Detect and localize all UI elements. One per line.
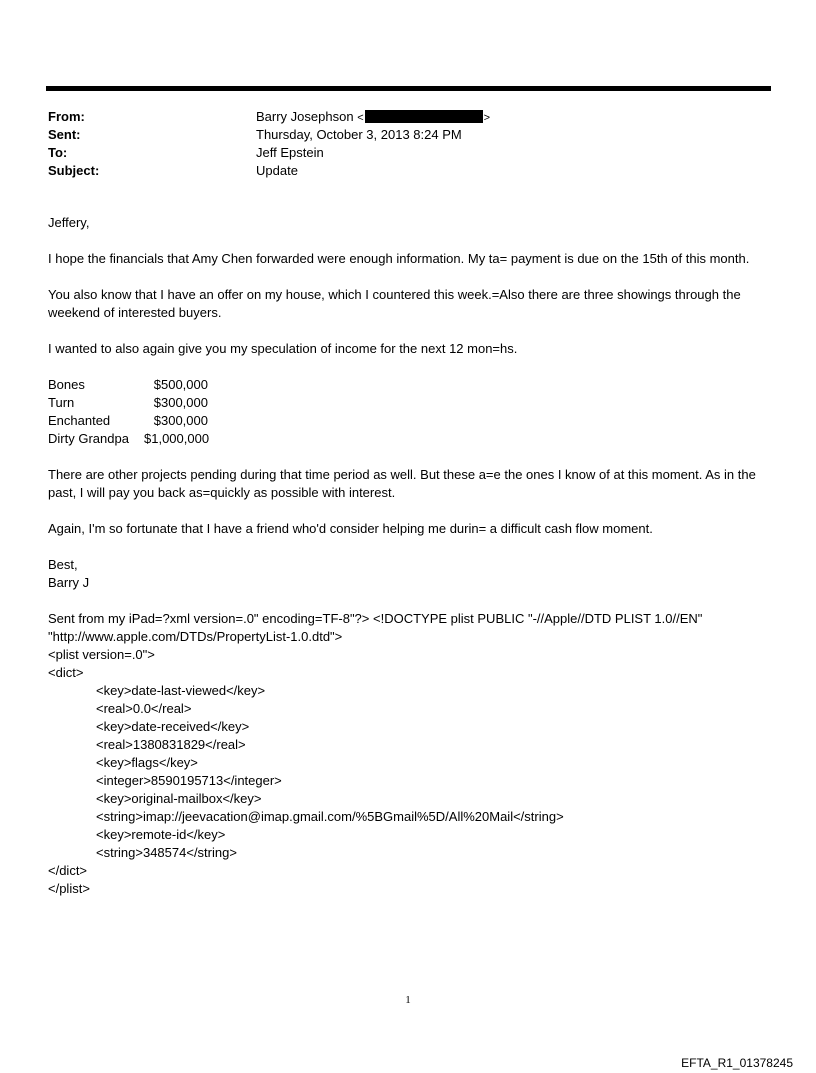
plist-close: </plist> — [48, 881, 90, 896]
from-name: Barry Josephson — [256, 109, 354, 124]
list-item — [48, 376, 773, 394]
dict-open: <dict> — [48, 665, 84, 680]
list-item — [48, 394, 773, 412]
to-value: Jeff Epstein — [256, 145, 324, 160]
paragraph: You also know that I have an offer on my house, which I countered this week.=Also there are three showings through the weekend of interested buyers. — [48, 287, 741, 320]
plist-line: <key>remote-id</key> — [96, 827, 226, 842]
project-amount: $500,000 — [153, 377, 208, 392]
from-label: From: — [48, 109, 85, 124]
page-number: 1 — [405, 994, 411, 1006]
plist-line: <string>348574</string> — [96, 845, 237, 860]
redaction-block — [365, 110, 483, 123]
plist-open: <plist version=.0"> — [48, 647, 155, 662]
sent-value: Thursday, October 3, 2013 8:24 PM — [256, 127, 462, 142]
plist-line: <key>date-last-viewed</key> — [96, 683, 266, 698]
paragraph: I hope the financials that Amy Chen forwarded were enough information. My ta= payment is due on the 15th of this month. — [48, 251, 750, 266]
plist-line: <key>original-mailbox</key> — [96, 791, 262, 806]
plist-line: <real>0.0</real> — [96, 701, 192, 716]
to-label: To: — [48, 145, 68, 160]
project-amount: $300,000 — [153, 413, 208, 428]
subject-value: Update — [256, 163, 298, 178]
project-amount: $300,000 — [153, 395, 208, 410]
email-body — [48, 214, 773, 898]
plist-line: <key>flags</key> — [96, 755, 198, 770]
plist-line: <string>imap://jeevacation@imap.gmail.com/%5BGmail%5D/All%20Mail</string> — [96, 809, 564, 824]
sent-from-line: Sent from my iPad=?xml version=.0" encoding=TF-8"?> <!DOCTYPE plist PUBLIC "-//Apple//DTD PLIST 1.0//EN" "http://www.apple.com/DTDs/PropertyList-1.0.dtd"> — [48, 611, 703, 644]
income-list — [48, 376, 773, 448]
from-bracket-close: > — [483, 112, 491, 124]
project-amount: $1,000,000 — [144, 431, 210, 446]
project-name: Enchanted — [48, 413, 111, 428]
list-item — [48, 412, 773, 430]
sent-label: Sent: — [48, 127, 81, 142]
header-rule — [46, 86, 771, 91]
dict-close: </dict> — [48, 863, 88, 878]
paragraph: There are other projects pending during that time period as well. But these a=e the ones I know of at this moment. As in the past, I will pay you back as=quickly as possible with interest. — [48, 467, 756, 500]
document-id: EFTA_R1_01378245 — [681, 1056, 793, 1070]
project-name: Bones — [48, 377, 85, 392]
subject-label: Subject: — [48, 163, 100, 178]
signature: Barry J — [48, 575, 90, 590]
paragraph: Again, I'm so fortunate that I have a friend who'd consider helping me durin= a difficult cash flow moment. — [48, 521, 653, 536]
greeting: Jeffery, — [48, 215, 90, 230]
from-bracket-open: < — [357, 112, 364, 124]
paragraph: I wanted to also again give you my speculation of income for the next 12 mon=hs. — [48, 341, 518, 356]
signoff: Best, — [48, 557, 78, 572]
list-item — [48, 430, 773, 448]
project-name: Turn — [48, 395, 75, 410]
plist-line: <real>1380831829</real> — [96, 737, 246, 752]
from-value — [256, 108, 490, 127]
plist-line: <integer>8590195713</integer> — [96, 773, 282, 788]
plist-line: <key>date-received</key> — [96, 719, 250, 734]
project-name: Dirty Grandpa — [48, 431, 129, 446]
